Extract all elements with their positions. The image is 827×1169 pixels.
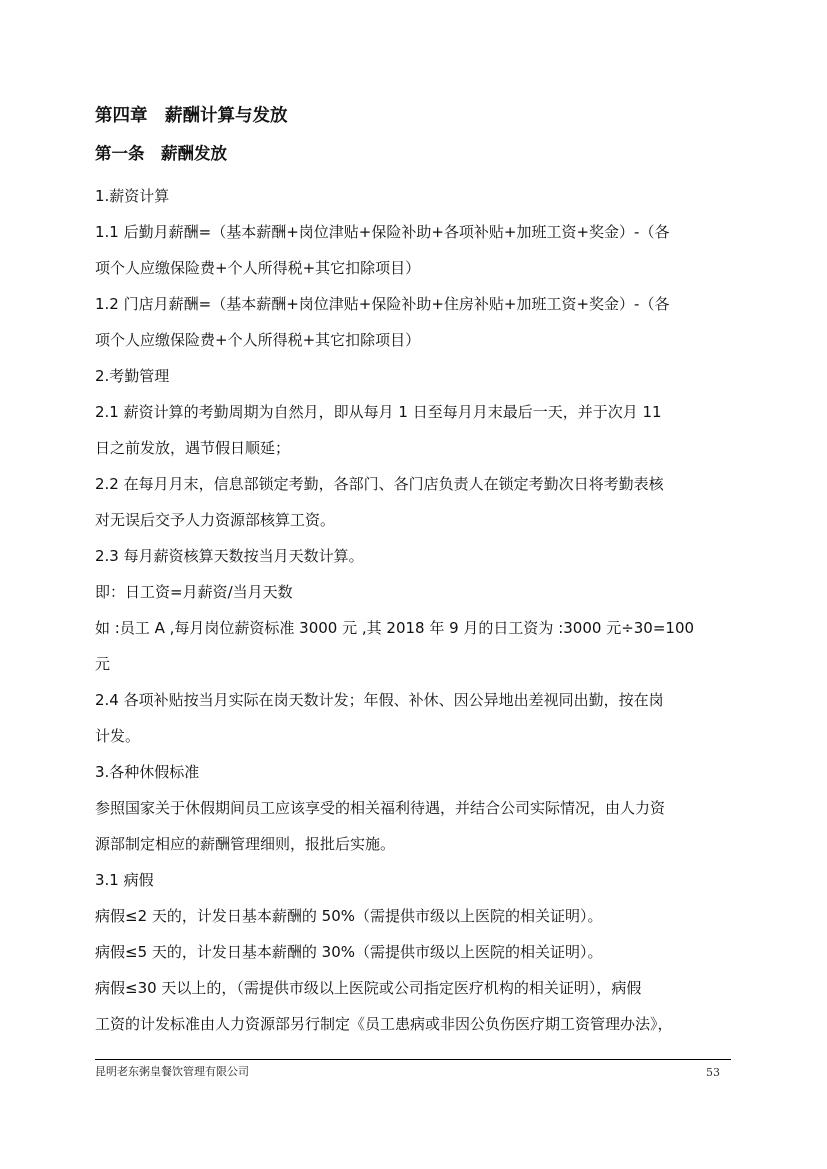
text-line: 2.3 每月薪资核算天数按当月天数计算。: [95, 547, 364, 565]
text-line: 计发。: [95, 727, 141, 745]
text-line: 3.各种休假标准: [95, 763, 200, 781]
text-line: 2.考勤管理: [95, 367, 170, 385]
document-body: [95, 98, 727, 1042]
page-number: 53: [706, 1066, 720, 1079]
text-line: 2.1 薪资计算的考勤周期为自然月，即从每月 1 日至每月月末最后一天，并于次月 11: [95, 403, 662, 421]
text-line: 如 :员工 A ,每月岗位薪资标准 3000 元 ,其 2018 年 9 月的日工资为 :3000 元÷30=100: [95, 619, 695, 637]
text-line: 病假≤2 天的，计发日基本薪酬的 50%（需提供市级以上医院的相关证明）。: [95, 907, 603, 925]
text-line: 项个人应缴保险费+个人所得税+其它扣除项目）: [95, 331, 421, 349]
text-line: 2.2 在每月月末，信息部锁定考勤，各部门、各门店负责人在锁定考勤次日将考勤表核: [95, 475, 664, 493]
text-line: 日之前发放，遇节假日顺延；: [95, 439, 291, 457]
footer-divider: [95, 1059, 731, 1060]
text-line: 即：日工资=月薪资/当月天数: [95, 583, 293, 601]
text-line: 工资的计发标准由人力资源部另行制定《员工患病或非因公负伤医疗期工资管理办法》，: [95, 1015, 673, 1033]
text-line: 项个人应缴保险费+个人所得税+其它扣除项目）: [95, 259, 421, 277]
text-line: 对无误后交予人力资源部核算工资。: [95, 511, 336, 529]
text-line: 病假≤30 天以上的，（需提供市级以上医院或公司指定医疗机构的相关证明），病假: [95, 979, 642, 997]
text-line: 元: [95, 655, 111, 673]
text-line: 病假≤5 天的，计发日基本薪酬的 30%（需提供市级以上医院的相关证明）。: [95, 943, 603, 961]
chapter-title: 第四章 薪酬计算与发放: [95, 106, 288, 126]
text-line: 1.1 后勤月薪酬=（基本薪酬+岗位津贴+保险补助+各项补贴+加班工资+奖金）-（各: [95, 223, 670, 241]
footer-company-name: 昆明老东粥皇餐饮管理有限公司: [95, 1065, 249, 1078]
text-line: 2.4 各项补贴按当月实际在岗天数计发；年假、补休、因公异地出差视同出勤，按在岗: [95, 691, 664, 709]
text-line: 1.薪资计算: [95, 187, 170, 205]
text-line: 1.2 门店月薪酬=（基本薪酬+岗位津贴+保险补助+住房补贴+加班工资+奖金）-（各: [95, 295, 670, 313]
text-line: 3.1 病假: [95, 871, 154, 889]
text-line: 源部制定相应的薪酬管理细则，报批后实施。: [95, 835, 396, 853]
article-title: 第一条 薪酬发放: [95, 144, 227, 163]
text-line: 参照国家关于休假期间员工应该享受的相关福利待遇，并结合公司实际情况，由人力资: [95, 799, 666, 817]
